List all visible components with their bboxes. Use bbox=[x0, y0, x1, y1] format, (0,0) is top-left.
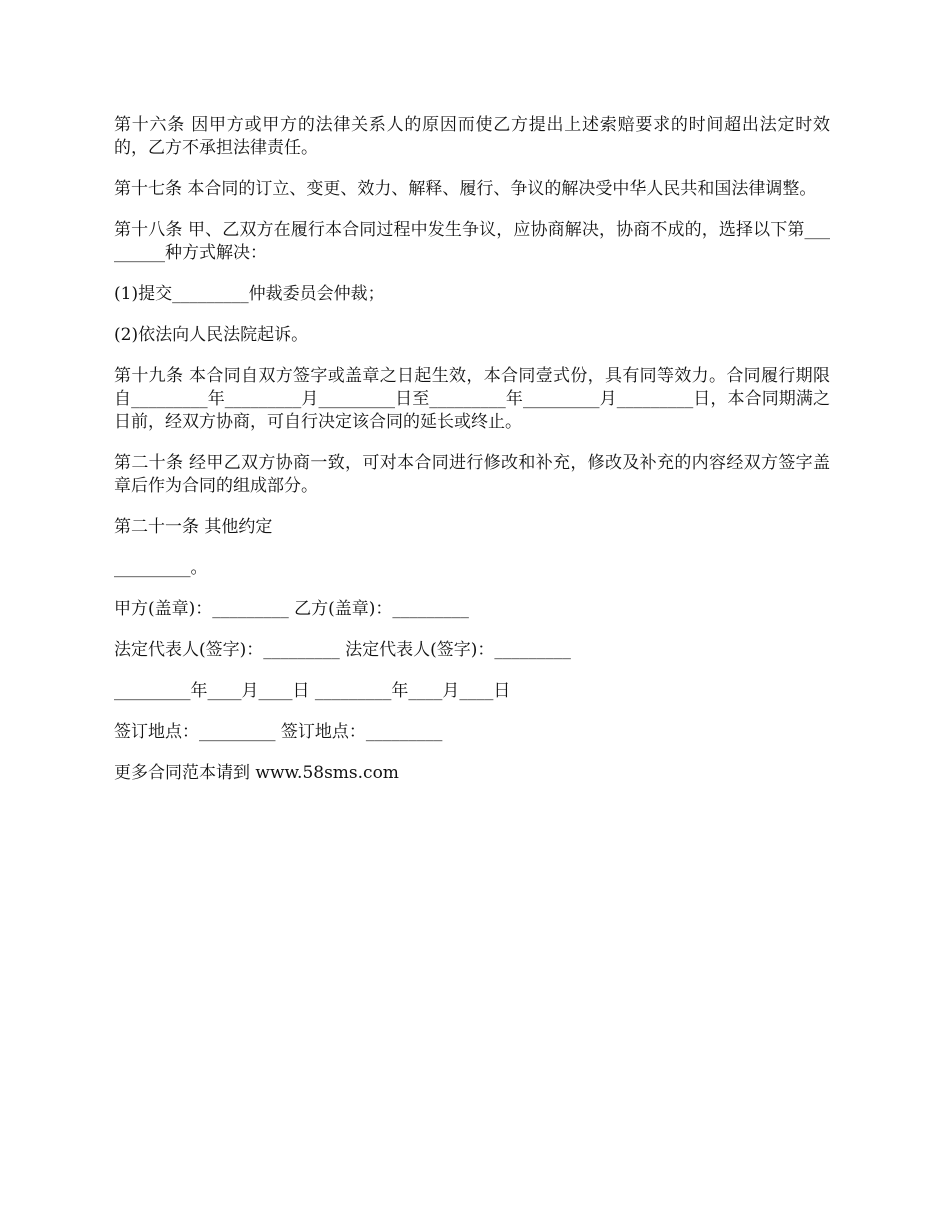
article-19: 第十九条 本合同自双方签字或盖章之日起生效，本合同壹式份，具有同等效力。合同履行期限自_________年_________月_________日至_________年_________月_________日，本合同期满之日前，经双方协商，可自行决定该合同的延长或终止。 bbox=[114, 366, 830, 432]
signing-place-line: 签订地点：_________ 签订地点：_________ bbox=[114, 722, 443, 742]
party-seal-line: 甲方(盖章)：_________ 乙方(盖章)：_________ bbox=[114, 599, 469, 619]
option-litigation: (2)依法向人民法院起诉。 bbox=[114, 325, 309, 345]
option-arbitration: (1)提交_________仲裁委员会仲裁； bbox=[114, 284, 385, 304]
article-18: 第十八条 甲、乙双方在履行本合同过程中发生争议，应协商解决，协商不成的，选择以下第_________种方式解决： bbox=[114, 220, 830, 263]
article-20: 第二十条 经甲乙双方协商一致，可对本合同进行修改和补充，修改及补充的内容经双方签字盖章后作为合同的组成部分。 bbox=[114, 453, 830, 496]
contract-document bbox=[114, 114, 830, 803]
article-21: 第二十一条 其他约定 bbox=[114, 517, 273, 537]
article-17: 第十七条 本合同的订立、变更、效力、解释、履行、争议的解决受中华人民共和国法律调整。 bbox=[114, 179, 817, 199]
footer-website-note: 更多合同范本请到 www.58sms.com bbox=[114, 763, 399, 783]
other-agreement-blank: _________。 bbox=[114, 558, 208, 578]
signing-date-line: _________年____月____日 _________年____月____日 bbox=[114, 681, 511, 701]
legal-representative-line: 法定代表人(签字)：_________ 法定代表人(签字)：_________ bbox=[114, 640, 571, 660]
article-16: 第十六条 因甲方或甲方的法律关系人的原因而使乙方提出上述索赔要求的时间超出法定时效的，乙方不承担法律责任。 bbox=[114, 115, 830, 158]
